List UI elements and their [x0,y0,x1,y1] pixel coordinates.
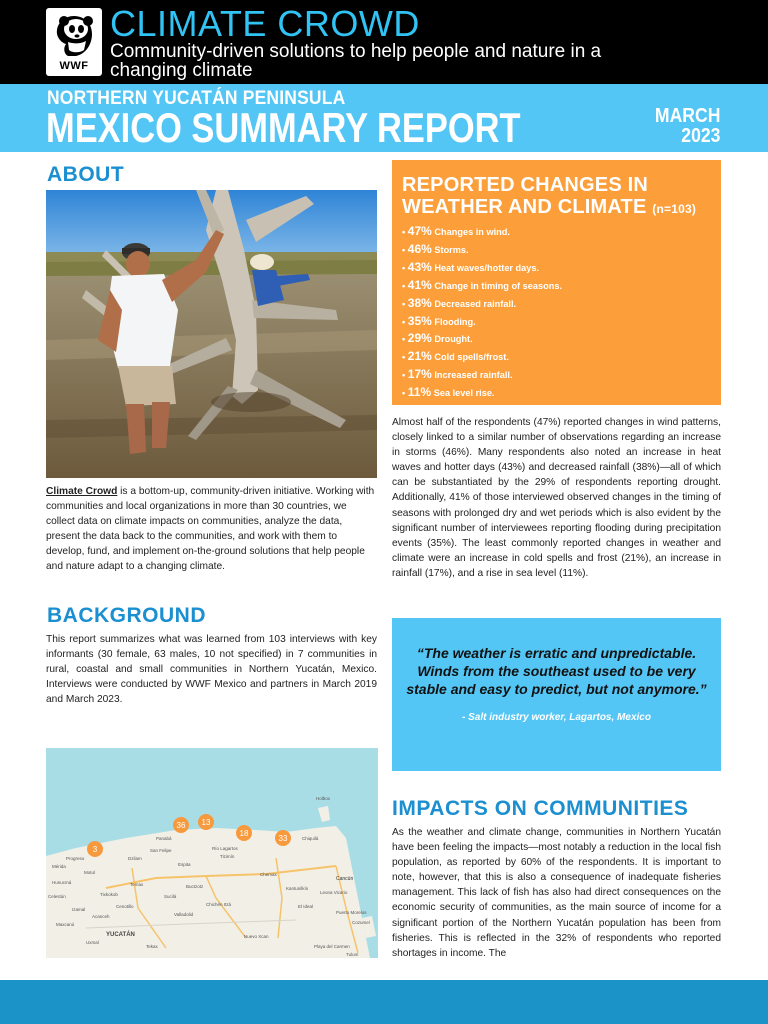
item-percent: 17% [407,367,432,382]
reported-changes-list [402,223,711,402]
map-label: Chemax [260,872,277,877]
about-body: is a bottom-up, community-driven initiative. Working with communities and local organizations in more than 30 countries, we collect data on climate impacts on communities, analyze the data, present the data back to the communities, and work with them to develop, fund, and implement on-the-ground solutions that help people and nature adapt to a changing climate. [46,486,375,572]
impacts-paragraph: As the weather and climate change, communities in Northern Yucatán have been feeling the impacts—most notably a reduction in the local fish population, as reported by 60% of the respondents. It is important to note, however, that this is also a consequence of inadequate fisheries management. This lack of fish has also had direct consequences on the economic security of communities, as the main source of income for a significant portion of the Northern Yucatán population has been from fisheries. This is reflected in the 32% of respondents who reported shortages in income. The [392,827,721,959]
item-label: Storms. [434,244,469,255]
list-item: • 29% Drought. [402,331,473,346]
map-label: Puerto Morelos [336,910,367,915]
map-label: Tekax [146,944,158,949]
map-label: Motul [84,870,96,875]
item-percent: 35% [407,313,432,328]
list-item: • 38% Decreased rainfall. [402,295,517,310]
impacts-heading: IMPACTS ON COMMUNITIES [392,797,689,820]
map-label: Tizimín [220,854,235,859]
item-label: Drought. [434,334,473,345]
list-item: • 17% Increased rainfall. [402,367,513,382]
map-marker[interactable]: 13 [201,818,211,827]
map-label: El Ideal [298,904,314,909]
map-label: Maxcanú [56,922,75,927]
item-percent: 29% [407,331,432,346]
logo-text: WWF [59,60,89,72]
map-illustration [46,748,378,958]
item-label: Flooding. [434,316,476,327]
map-label: Hunucmá [52,880,72,885]
map-label: Río Lagartos [212,846,238,851]
map-label: Celestún [48,894,66,899]
map-label: Tulum [346,952,359,957]
item-label: Heat waves/hotter days. [434,262,540,273]
field-photo [46,190,377,478]
map-label: Dzilam [128,856,142,861]
list-item: • 43% Heat waves/hotter days. [402,259,540,274]
map-label: Progreso [66,856,85,861]
map-label: Chichén Itzá [206,902,232,907]
map-label: Playa del Carmen [314,944,350,949]
list-item: • 46% Storms. [402,241,469,256]
map-label: Sucilá [164,894,177,899]
changes-summary-paragraph: Almost half of the respondents (47%) reported changes in wind patterns, closely linked to a similar number of observations regarding an increase in storms (46%). Many respondents also noted an increase in heat waves and hotter days (43%) and decreased rainfall (38%)—all of which can be substantiated by the 29% of respondents reporting drought. Additionally, 41% of those interviewed observed changes in the timing of seasons with prolonged dry and wet periods which is also evident by the significant number of interviewees reporting flooding during precipitation events (35%). The least commonly reported changes in weather and climate were an increase in cold spells and frost (21%), an increase in rainfall (17%), and a rise in sea level (11%). [392,417,721,579]
footer-band [0,980,768,1024]
map-label: Leona Vicario [320,890,348,895]
item-label: Decreased rainfall. [434,298,517,309]
map-label: Espita [178,862,191,867]
report-title: MEXICO SUMMARY REPORT [46,104,521,151]
map-label: Uxmal [86,940,99,945]
map-label: Cenotillo [116,904,134,909]
map-label: Acanceh [92,914,110,919]
item-label: Cold spells/frost. [434,352,509,363]
map-marker[interactable]: 3 [92,845,98,854]
item-label: Changes in wind. [434,227,510,237]
map-label: Tixkokob [100,892,118,897]
map-label: Izamal [72,907,86,912]
reported-changes-title-text: REPORTED CHANGES IN WEATHER AND CLIMATE [402,174,649,218]
map-label: YUCATÁN [106,932,135,938]
map-label: Nuevo Xcan [244,934,269,939]
map-label: Holbox [316,796,331,801]
map-label: Panabá [156,836,172,841]
item-percent: 46% [407,241,432,256]
map-label: Cancún [336,876,354,882]
item-percent: 41% [407,277,432,292]
map-marker[interactable]: 36 [176,821,186,830]
background-paragraph: This report summarizes what was learned from 103 interviews with key informants (30 female, 63 males, 10 not specified) in 7 communities in rural, coastal and small communities in Northern Yucatán, Mexico. Interviews were conducted by WWF Mexico and partners in March 2019 and March 2023. [46,634,377,705]
map-label: Kantunilkín [286,886,309,891]
item-percent: 11% [407,385,432,400]
quote-box [392,618,721,771]
map-label: Temax [130,882,144,887]
item-percent: 21% [407,349,432,364]
map-label: Valladolid [174,912,194,917]
item-percent: 47% [407,224,432,238]
background-heading: BACKGROUND [47,604,206,627]
brand-subtitle: Community-driven solutions to help people and nature in a changing climate [110,41,602,81]
list-item: • 41% Change in timing of seasons. [402,277,562,292]
panda-icon [54,14,94,58]
map-marker[interactable]: 33 [278,834,288,843]
item-label: Increased rainfall. [434,370,513,381]
map-label: Chiquilá [302,836,319,841]
mangrove-photo-illustration [46,190,377,478]
map-label: Mérida [52,864,66,869]
report-date [654,106,720,146]
report-month: MARCH [654,105,720,127]
wwf-logo [46,8,102,76]
sample-size: (n=103) [652,202,697,216]
quote-attribution: - Salt industry worker, Lagartos, Mexico [462,712,651,723]
report-title-band [0,84,768,152]
map-marker[interactable]: 18 [239,829,249,838]
item-label: Change in timing of seasons. [434,280,562,291]
list-item: • 35% Flooding. [402,313,476,328]
brand-title: CLIMATE CROWD [110,3,420,44]
item-percent: 38% [407,295,432,310]
climate-crowd-link[interactable]: Climate Crowd [46,486,118,497]
map-label: Cozumel [352,920,370,925]
map-label: San Felipe [150,848,172,853]
reported-changes-box [392,160,721,405]
about-heading: ABOUT [47,163,125,186]
item-label: Sea level rise. [433,388,495,399]
northern-yucatan-map[interactable] [46,748,378,958]
list-item: • 11% Sea level rise. [402,385,495,400]
region-label: NORTHERN YUCATÁN PENINSULA [47,88,346,109]
map-label: Buctzotz [186,884,204,889]
quote-text: “The weather is erratic and unpredictable. Winds from the southeast used to be very stable and easy to predict, but not anymore.” [406,645,707,697]
reported-changes-title [402,174,711,220]
item-percent: 43% [407,259,432,274]
report-year: 2023 [680,125,720,147]
about-paragraph [46,484,377,574]
brand-banner [0,0,768,84]
list-item: • 47% Changes in wind. [402,224,510,238]
list-item: • 21% Cold spells/frost. [402,349,509,364]
